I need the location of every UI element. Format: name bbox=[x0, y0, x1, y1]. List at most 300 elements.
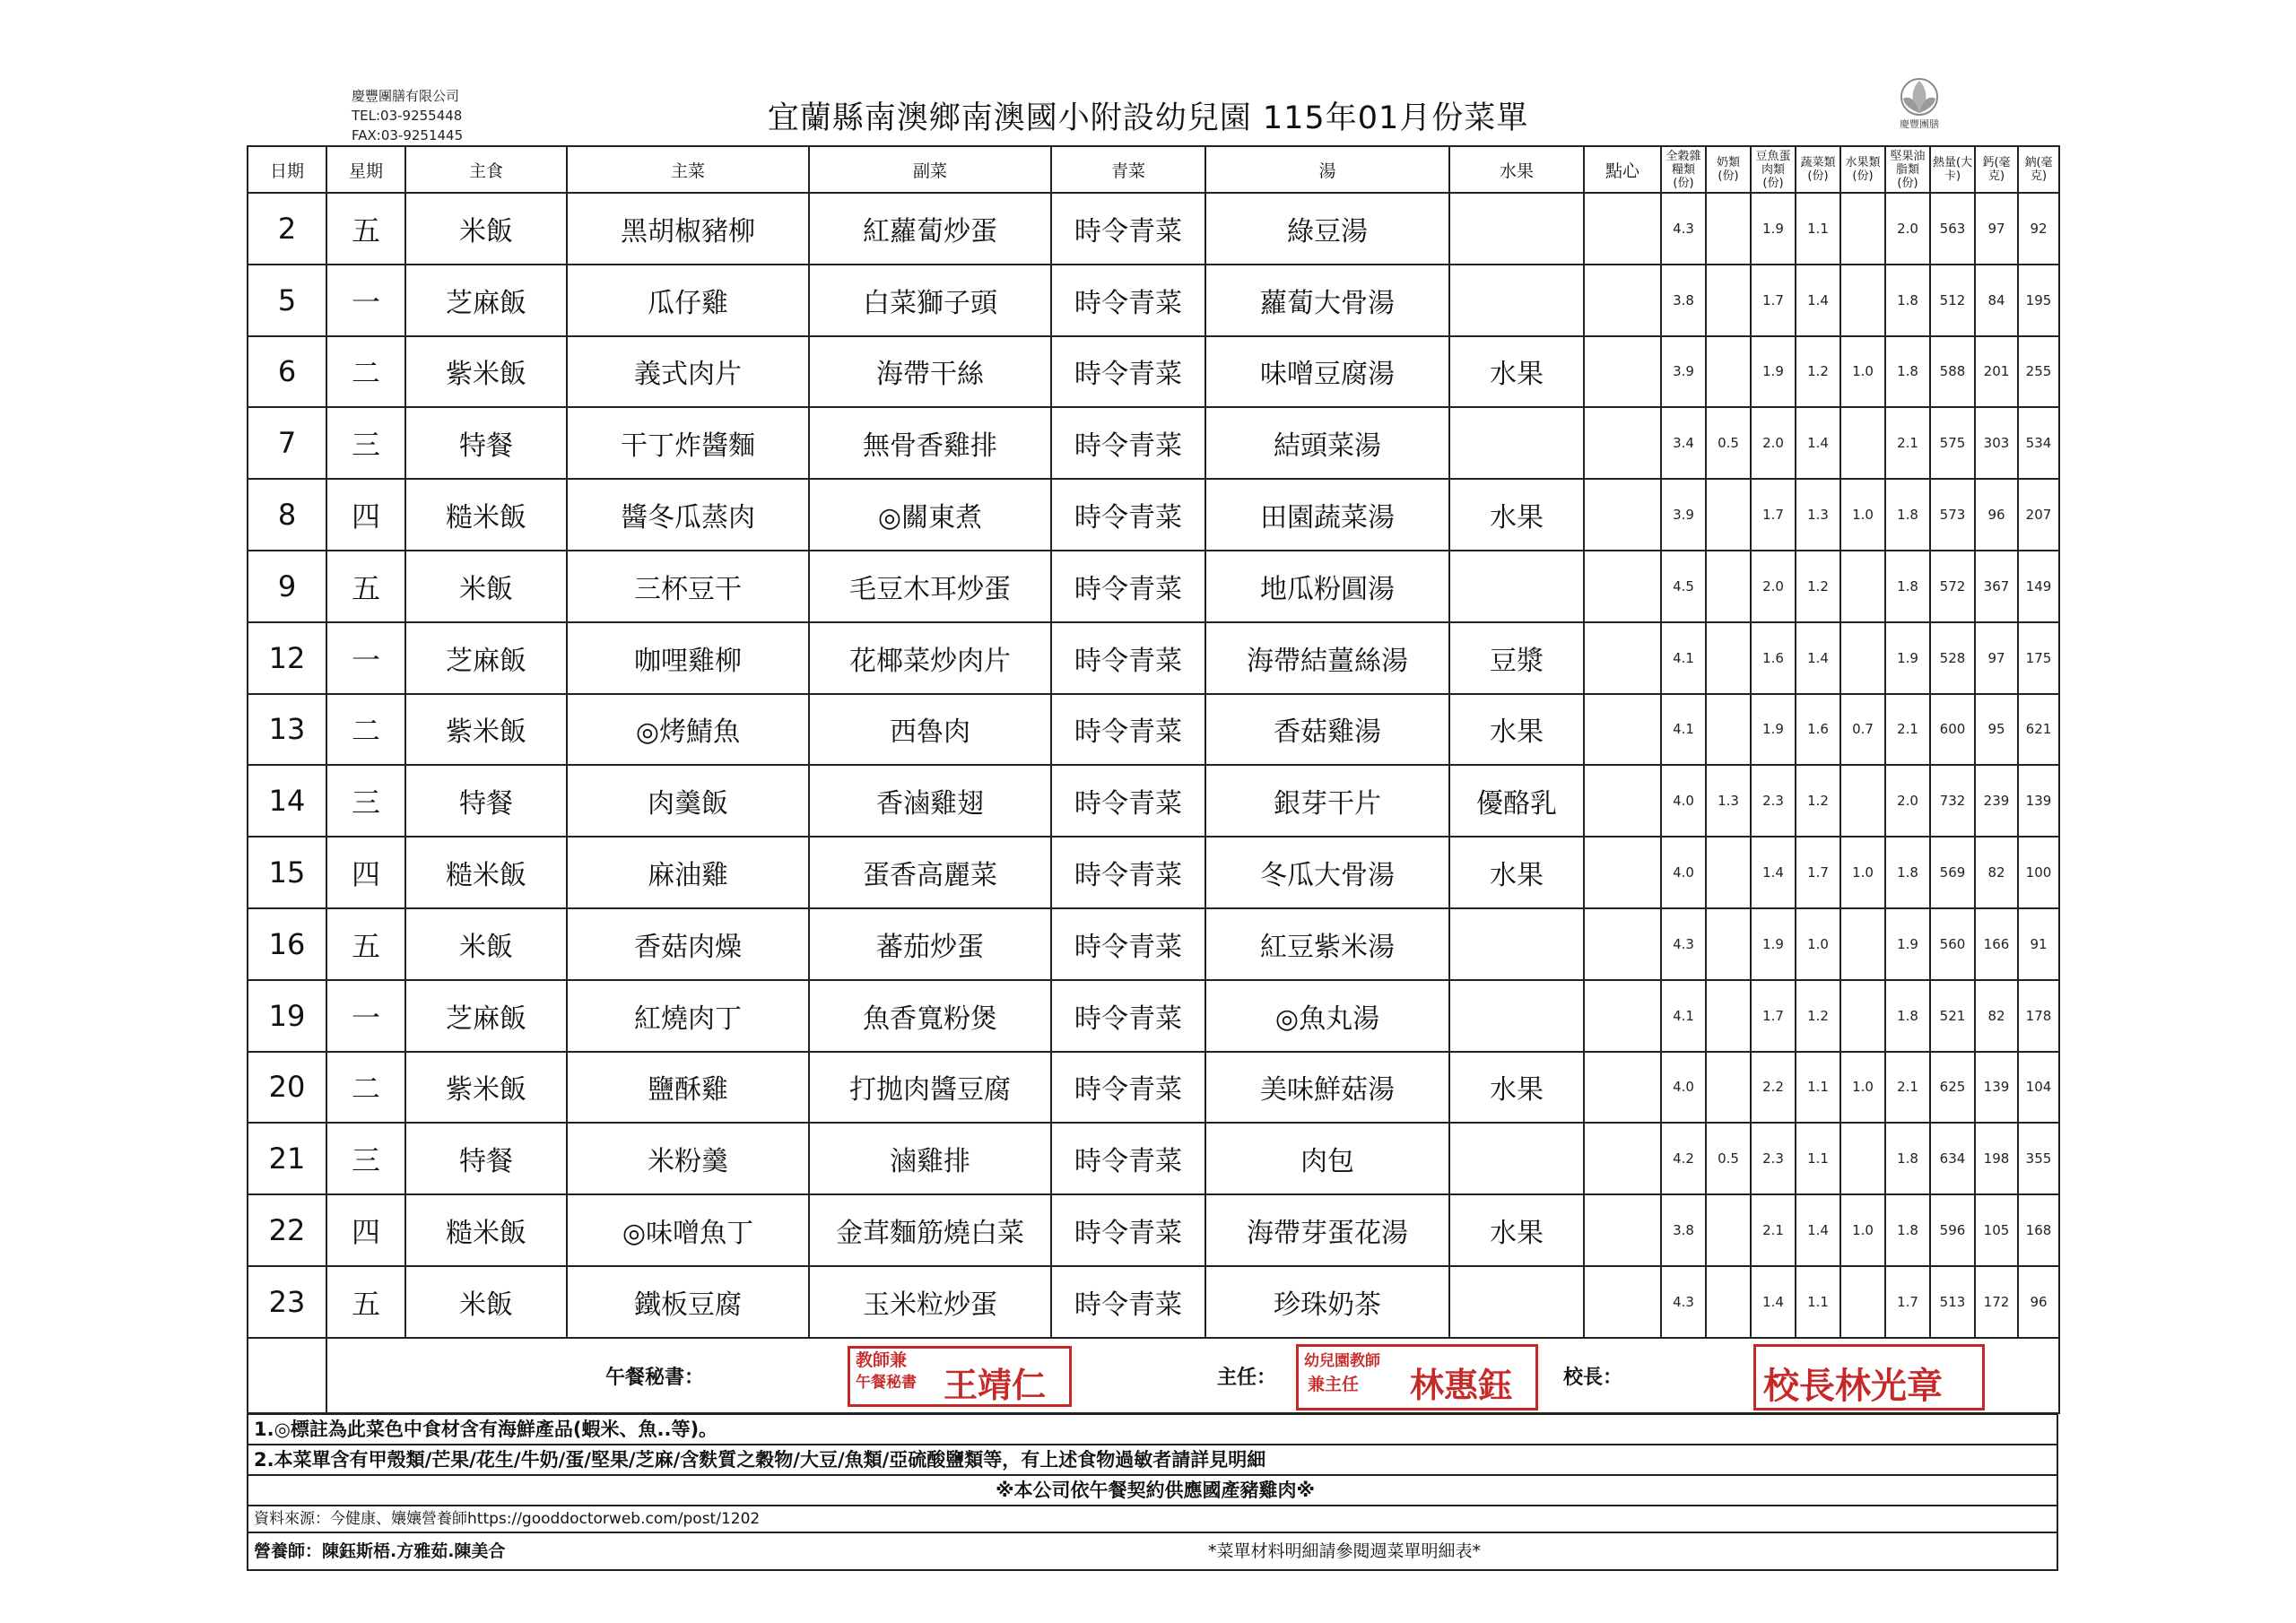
cell-main: 義式肉片 bbox=[567, 336, 809, 408]
cell-veg: 時令青菜 bbox=[1051, 407, 1205, 479]
cell-protein: 1.4 bbox=[1751, 1266, 1796, 1338]
cell-side: 玉米粒炒蛋 bbox=[809, 1266, 1051, 1338]
cell-staple: 紫米飯 bbox=[405, 336, 567, 408]
cell-snack bbox=[1584, 1052, 1661, 1124]
cell-fruitserv bbox=[1840, 193, 1885, 265]
cell-soup: 紅豆紫米湯 bbox=[1205, 908, 1449, 980]
cell-oil: 1.8 bbox=[1885, 336, 1930, 408]
contract-note: ※本公司依午餐契約供應國產豬雞肉※ bbox=[247, 1474, 2058, 1506]
menu-table bbox=[247, 145, 2060, 1414]
table-row bbox=[248, 765, 2059, 837]
cell-vegserv: 1.2 bbox=[1796, 551, 1840, 622]
cell-veg: 時令青菜 bbox=[1051, 765, 1205, 837]
cell-fruit: 水果 bbox=[1449, 694, 1584, 766]
cell-staple: 芝麻飯 bbox=[405, 980, 567, 1052]
allergen-note-2: 2.本菜單含有甲殼類/芒果/花生/牛奶/蛋/堅果/芝麻/含麩質之穀物/大豆/魚類/亞硫酸鹽類等，有上述食物過敏者請詳見明細 bbox=[247, 1444, 2058, 1476]
cell-kcal: 521 bbox=[1930, 980, 1975, 1052]
cell-date: 8 bbox=[248, 479, 326, 551]
cell-snack bbox=[1584, 980, 1661, 1052]
cell-snack bbox=[1584, 407, 1661, 479]
cell-kcal: 634 bbox=[1930, 1123, 1975, 1194]
cell-vegserv: 1.3 bbox=[1796, 479, 1840, 551]
cell-milk bbox=[1706, 980, 1751, 1052]
cell-side: 毛豆木耳炒蛋 bbox=[809, 551, 1051, 622]
secretary-label: 午餐秘書： bbox=[605, 1366, 705, 1389]
cell-day: 五 bbox=[326, 908, 405, 980]
cell-snack bbox=[1584, 765, 1661, 837]
cell-vegserv: 1.1 bbox=[1796, 193, 1840, 265]
cell-staple: 糙米飯 bbox=[405, 837, 567, 908]
cell-side: 打拋肉醬豆腐 bbox=[809, 1052, 1051, 1124]
header-fruit: 水果 bbox=[1449, 146, 1584, 193]
director-label: 主任： bbox=[1217, 1366, 1277, 1389]
cell-oil: 2.1 bbox=[1885, 407, 1930, 479]
table-row bbox=[248, 336, 2059, 408]
cell-day: 四 bbox=[326, 837, 405, 908]
cell-staple: 芝麻飯 bbox=[405, 265, 567, 336]
dietitian-text: 營養師：陳鈺斯梧.方雅茹.陳美合 bbox=[254, 1541, 506, 1561]
cell-staple: 米飯 bbox=[405, 193, 567, 265]
cell-kcal: 575 bbox=[1930, 407, 1975, 479]
cell-ca: 303 bbox=[1975, 407, 2018, 479]
cell-milk: 0.5 bbox=[1706, 1123, 1751, 1194]
cell-grain: 4.3 bbox=[1661, 908, 1706, 980]
cell-fruit bbox=[1449, 407, 1584, 479]
cell-day: 三 bbox=[326, 1123, 405, 1194]
cell-fruit: 優酪乳 bbox=[1449, 765, 1584, 837]
cell-kcal: 528 bbox=[1930, 622, 1975, 694]
cell-veg: 時令青菜 bbox=[1051, 265, 1205, 336]
cell-soup: ◎魚丸湯 bbox=[1205, 980, 1449, 1052]
cell-staple: 紫米飯 bbox=[405, 694, 567, 766]
cell-soup: 海帶芽蛋花湯 bbox=[1205, 1194, 1449, 1266]
cell-side: 滷雞排 bbox=[809, 1123, 1051, 1194]
cell-snack bbox=[1584, 193, 1661, 265]
cell-side: 花椰菜炒肉片 bbox=[809, 622, 1051, 694]
cell-main: 麻油雞 bbox=[567, 837, 809, 908]
cell-kcal: 588 bbox=[1930, 336, 1975, 408]
cell-na: 100 bbox=[2018, 837, 2059, 908]
secretary-stamp: 教師兼 午餐秘書 王靖仁 bbox=[848, 1346, 1072, 1407]
cell-side: 金茸麵筋燒白菜 bbox=[809, 1194, 1051, 1266]
header-soup: 湯 bbox=[1205, 146, 1449, 193]
header-side: 副菜 bbox=[809, 146, 1051, 193]
cell-main: 醬冬瓜蒸肉 bbox=[567, 479, 809, 551]
cell-snack bbox=[1584, 1266, 1661, 1338]
cell-main: 咖哩雞柳 bbox=[567, 622, 809, 694]
table-row bbox=[248, 694, 2059, 766]
cell-vegserv: 1.2 bbox=[1796, 765, 1840, 837]
cell-veg: 時令青菜 bbox=[1051, 479, 1205, 551]
cell-date: 7 bbox=[248, 407, 326, 479]
header-grain: 全穀雜糧類(份) bbox=[1661, 146, 1706, 193]
cell-main: ◎烤鯖魚 bbox=[567, 694, 809, 766]
cell-na: 96 bbox=[2018, 1266, 2059, 1338]
cell-vegserv: 1.4 bbox=[1796, 407, 1840, 479]
cell-protein: 1.9 bbox=[1751, 694, 1796, 766]
cell-fruitserv: 1.0 bbox=[1840, 479, 1885, 551]
cell-milk bbox=[1706, 479, 1751, 551]
table-row bbox=[248, 908, 2059, 980]
cell-fruit bbox=[1449, 265, 1584, 336]
cell-vegserv: 1.2 bbox=[1796, 980, 1840, 1052]
cell-main: 紅燒肉丁 bbox=[567, 980, 809, 1052]
header-veg: 青菜 bbox=[1051, 146, 1205, 193]
cell-staple: 特餐 bbox=[405, 1123, 567, 1194]
cell-fruitserv bbox=[1840, 407, 1885, 479]
cell-vegserv: 1.4 bbox=[1796, 1194, 1840, 1266]
table-row bbox=[248, 551, 2059, 622]
cell-na: 255 bbox=[2018, 336, 2059, 408]
cell-snack bbox=[1584, 908, 1661, 980]
header-date: 日期 bbox=[248, 146, 326, 193]
cell-main: 米粉羹 bbox=[567, 1123, 809, 1194]
cell-grain: 4.0 bbox=[1661, 765, 1706, 837]
cell-side: 魚香寬粉煲 bbox=[809, 980, 1051, 1052]
cell-fruitserv bbox=[1840, 551, 1885, 622]
cell-soup: 珍珠奶茶 bbox=[1205, 1266, 1449, 1338]
cell-oil: 1.8 bbox=[1885, 551, 1930, 622]
cell-milk bbox=[1706, 1052, 1751, 1124]
table-row bbox=[248, 980, 2059, 1052]
cell-kcal: 563 bbox=[1930, 193, 1975, 265]
cell-na: 168 bbox=[2018, 1194, 2059, 1266]
cell-milk bbox=[1706, 837, 1751, 908]
cell-side: 香滷雞翅 bbox=[809, 765, 1051, 837]
cell-ca: 139 bbox=[1975, 1052, 2018, 1124]
principal-label: 校長： bbox=[1563, 1366, 1623, 1389]
cell-side: 蛋香高麗菜 bbox=[809, 837, 1051, 908]
cell-day: 二 bbox=[326, 694, 405, 766]
cell-milk bbox=[1706, 622, 1751, 694]
cell-day: 一 bbox=[326, 980, 405, 1052]
cell-veg: 時令青菜 bbox=[1051, 622, 1205, 694]
header-staple: 主食 bbox=[405, 146, 567, 193]
cell-protein: 1.9 bbox=[1751, 193, 1796, 265]
cell-fruitserv bbox=[1840, 765, 1885, 837]
cell-side: ◎關東煮 bbox=[809, 479, 1051, 551]
cell-date: 2 bbox=[248, 193, 326, 265]
cell-date: 22 bbox=[248, 1194, 326, 1266]
cell-kcal: 569 bbox=[1930, 837, 1975, 908]
cell-grain: 3.8 bbox=[1661, 265, 1706, 336]
cell-ca: 201 bbox=[1975, 336, 2018, 408]
cell-protein: 1.6 bbox=[1751, 622, 1796, 694]
cell-grain: 4.1 bbox=[1661, 622, 1706, 694]
menu-body bbox=[248, 193, 2059, 1338]
source-note: 資料來源：今健康、孃孃營養師https://gooddoctorweb.com/post/1202 bbox=[247, 1505, 2058, 1533]
header-milk: 奶類(份) bbox=[1706, 146, 1751, 193]
cell-main: 香菇肉燥 bbox=[567, 908, 809, 980]
cell-soup: 蘿蔔大骨湯 bbox=[1205, 265, 1449, 336]
cell-date: 14 bbox=[248, 765, 326, 837]
cell-staple: 糙米飯 bbox=[405, 479, 567, 551]
cell-main: 黑胡椒豬柳 bbox=[567, 193, 809, 265]
cell-na: 92 bbox=[2018, 193, 2059, 265]
cell-day: 五 bbox=[326, 551, 405, 622]
cell-vegserv: 1.4 bbox=[1796, 265, 1840, 336]
cell-day: 三 bbox=[326, 407, 405, 479]
cell-main: ◎味噌魚丁 bbox=[567, 1194, 809, 1266]
cell-grain: 4.1 bbox=[1661, 694, 1706, 766]
cell-side: 海帶干絲 bbox=[809, 336, 1051, 408]
cell-veg: 時令青菜 bbox=[1051, 551, 1205, 622]
cell-day: 一 bbox=[326, 265, 405, 336]
cell-staple: 糙米飯 bbox=[405, 1194, 567, 1266]
cell-date: 19 bbox=[248, 980, 326, 1052]
cell-protein: 1.7 bbox=[1751, 980, 1796, 1052]
cell-vegserv: 1.2 bbox=[1796, 336, 1840, 408]
cell-grain: 4.1 bbox=[1661, 980, 1706, 1052]
cell-protein: 1.7 bbox=[1751, 479, 1796, 551]
cell-veg: 時令青菜 bbox=[1051, 908, 1205, 980]
cell-veg: 時令青菜 bbox=[1051, 193, 1205, 265]
company-name: 慶豐團膳有限公司 bbox=[352, 88, 460, 104]
cell-side: 白菜獅子頭 bbox=[809, 265, 1051, 336]
cell-vegserv: 1.1 bbox=[1796, 1052, 1840, 1124]
cell-kcal: 572 bbox=[1930, 551, 1975, 622]
signature-blank bbox=[248, 1338, 326, 1413]
cell-kcal: 573 bbox=[1930, 479, 1975, 551]
table-row bbox=[248, 1123, 2059, 1194]
cell-na: 195 bbox=[2018, 265, 2059, 336]
header-fruitserv: 水果類(份) bbox=[1840, 146, 1885, 193]
cell-ca: 82 bbox=[1975, 980, 2018, 1052]
cell-fruitserv: 0.7 bbox=[1840, 694, 1885, 766]
cell-soup: 銀芽干片 bbox=[1205, 765, 1449, 837]
cell-grain: 3.9 bbox=[1661, 479, 1706, 551]
cell-fruitserv bbox=[1840, 980, 1885, 1052]
table-row bbox=[248, 1052, 2059, 1124]
cell-ca: 105 bbox=[1975, 1194, 2018, 1266]
cell-snack bbox=[1584, 336, 1661, 408]
cell-na: 149 bbox=[2018, 551, 2059, 622]
cell-oil: 2.1 bbox=[1885, 694, 1930, 766]
page-title: 宜蘭縣南澳鄉南澳國小附設幼兒園 115年01月份菜單 bbox=[767, 100, 1529, 136]
cell-staple: 芝麻飯 bbox=[405, 622, 567, 694]
cell-milk: 1.3 bbox=[1706, 765, 1751, 837]
table-row bbox=[248, 1266, 2059, 1338]
cell-na: 91 bbox=[2018, 908, 2059, 980]
cell-fruitserv bbox=[1840, 622, 1885, 694]
cell-date: 5 bbox=[248, 265, 326, 336]
cell-fruit bbox=[1449, 908, 1584, 980]
principal-stamp: 校長林光章 bbox=[1753, 1344, 1985, 1410]
table-row bbox=[248, 193, 2059, 265]
cell-main: 肉羹飯 bbox=[567, 765, 809, 837]
cell-na: 534 bbox=[2018, 407, 2059, 479]
table-row bbox=[248, 837, 2059, 908]
cell-protein: 2.0 bbox=[1751, 407, 1796, 479]
signature-row bbox=[248, 1338, 2059, 1413]
cell-main: 干丁炸醬麵 bbox=[567, 407, 809, 479]
cell-soup: 地瓜粉圓湯 bbox=[1205, 551, 1449, 622]
cell-staple: 紫米飯 bbox=[405, 1052, 567, 1124]
cell-day: 四 bbox=[326, 479, 405, 551]
cell-day: 二 bbox=[326, 336, 405, 408]
cell-vegserv: 1.7 bbox=[1796, 837, 1840, 908]
cell-grain: 3.4 bbox=[1661, 407, 1706, 479]
cell-soup: 海帶結薑絲湯 bbox=[1205, 622, 1449, 694]
cell-soup: 綠豆湯 bbox=[1205, 193, 1449, 265]
cell-kcal: 512 bbox=[1930, 265, 1975, 336]
cell-ca: 367 bbox=[1975, 551, 2018, 622]
dietitian-row bbox=[247, 1532, 2058, 1571]
cell-ca: 95 bbox=[1975, 694, 2018, 766]
cell-snack bbox=[1584, 1194, 1661, 1266]
cell-grain: 4.5 bbox=[1661, 551, 1706, 622]
cell-na: 355 bbox=[2018, 1123, 2059, 1194]
cell-snack bbox=[1584, 622, 1661, 694]
cell-grain: 4.0 bbox=[1661, 837, 1706, 908]
cell-snack bbox=[1584, 479, 1661, 551]
cell-fruit bbox=[1449, 551, 1584, 622]
cell-day: 五 bbox=[326, 193, 405, 265]
cell-ca: 198 bbox=[1975, 1123, 2018, 1194]
cell-fruitserv: 1.0 bbox=[1840, 1194, 1885, 1266]
cell-vegserv: 1.0 bbox=[1796, 908, 1840, 980]
cell-oil: 1.8 bbox=[1885, 1123, 1930, 1194]
cell-oil: 1.9 bbox=[1885, 622, 1930, 694]
cell-veg: 時令青菜 bbox=[1051, 1266, 1205, 1338]
cell-soup: 香菇雞湯 bbox=[1205, 694, 1449, 766]
cell-grain: 3.9 bbox=[1661, 336, 1706, 408]
cell-fruitserv bbox=[1840, 1123, 1885, 1194]
cell-milk bbox=[1706, 1194, 1751, 1266]
cell-snack bbox=[1584, 265, 1661, 336]
cell-milk bbox=[1706, 193, 1751, 265]
cell-fruit: 水果 bbox=[1449, 336, 1584, 408]
cell-fruit bbox=[1449, 1266, 1584, 1338]
cell-protein: 2.3 bbox=[1751, 1123, 1796, 1194]
cell-oil: 1.8 bbox=[1885, 265, 1930, 336]
cell-milk bbox=[1706, 694, 1751, 766]
cell-na: 207 bbox=[2018, 479, 2059, 551]
cell-protein: 2.2 bbox=[1751, 1052, 1796, 1124]
header-calcium: 鈣(毫克) bbox=[1975, 146, 2018, 193]
cell-milk bbox=[1706, 1266, 1751, 1338]
allergen-note-1: 1.◎標註為此菜色中食材含有海鮮產品(蝦米、魚..等)。 bbox=[247, 1413, 2058, 1445]
header-row bbox=[248, 146, 2059, 193]
cell-staple: 特餐 bbox=[405, 765, 567, 837]
cell-staple: 特餐 bbox=[405, 407, 567, 479]
cell-oil: 2.0 bbox=[1885, 765, 1930, 837]
cell-na: 139 bbox=[2018, 765, 2059, 837]
cell-date: 21 bbox=[248, 1123, 326, 1194]
cell-oil: 1.8 bbox=[1885, 980, 1930, 1052]
cell-date: 23 bbox=[248, 1266, 326, 1338]
cell-protein: 1.9 bbox=[1751, 908, 1796, 980]
header-oil: 堅果油脂類(份) bbox=[1885, 146, 1930, 193]
cell-fruit bbox=[1449, 1123, 1584, 1194]
cell-milk bbox=[1706, 908, 1751, 980]
cell-staple: 米飯 bbox=[405, 551, 567, 622]
cell-grain: 4.3 bbox=[1661, 1266, 1706, 1338]
cell-oil: 1.7 bbox=[1885, 1266, 1930, 1338]
cell-soup: 肉包 bbox=[1205, 1123, 1449, 1194]
cell-oil: 1.8 bbox=[1885, 1194, 1930, 1266]
cell-day: 五 bbox=[326, 1266, 405, 1338]
cell-veg: 時令青菜 bbox=[1051, 694, 1205, 766]
cell-snack bbox=[1584, 694, 1661, 766]
header-snack: 點心 bbox=[1584, 146, 1661, 193]
cell-date: 6 bbox=[248, 336, 326, 408]
cell-snack bbox=[1584, 1123, 1661, 1194]
cell-day: 三 bbox=[326, 765, 405, 837]
cell-soup: 結頭菜湯 bbox=[1205, 407, 1449, 479]
cell-soup: 味噌豆腐湯 bbox=[1205, 336, 1449, 408]
cell-staple: 米飯 bbox=[405, 1266, 567, 1338]
cell-fruitserv bbox=[1840, 265, 1885, 336]
cell-oil: 1.9 bbox=[1885, 908, 1930, 980]
cell-veg: 時令青菜 bbox=[1051, 1123, 1205, 1194]
header-protein: 豆魚蛋肉類(份) bbox=[1751, 146, 1796, 193]
cell-snack bbox=[1584, 551, 1661, 622]
cell-vegserv: 1.1 bbox=[1796, 1123, 1840, 1194]
cell-protein: 1.4 bbox=[1751, 837, 1796, 908]
cell-ca: 84 bbox=[1975, 265, 2018, 336]
cell-milk bbox=[1706, 336, 1751, 408]
cell-na: 175 bbox=[2018, 622, 2059, 694]
cell-grain: 4.0 bbox=[1661, 1052, 1706, 1124]
cell-protein: 1.9 bbox=[1751, 336, 1796, 408]
cell-na: 104 bbox=[2018, 1052, 2059, 1124]
cell-day: 四 bbox=[326, 1194, 405, 1266]
cell-side: 紅蘿蔔炒蛋 bbox=[809, 193, 1051, 265]
cell-na: 178 bbox=[2018, 980, 2059, 1052]
cell-veg: 時令青菜 bbox=[1051, 980, 1205, 1052]
cell-ca: 166 bbox=[1975, 908, 2018, 980]
cell-veg: 時令青菜 bbox=[1051, 1052, 1205, 1124]
cell-grain: 4.2 bbox=[1661, 1123, 1706, 1194]
cell-fruit: 水果 bbox=[1449, 837, 1584, 908]
cell-kcal: 596 bbox=[1930, 1194, 1975, 1266]
cell-fruit: 水果 bbox=[1449, 479, 1584, 551]
cell-oil: 2.0 bbox=[1885, 193, 1930, 265]
cell-na: 621 bbox=[2018, 694, 2059, 766]
cell-ca: 82 bbox=[1975, 837, 2018, 908]
cell-veg: 時令青菜 bbox=[1051, 1194, 1205, 1266]
cell-day: 二 bbox=[326, 1052, 405, 1124]
signature-cell bbox=[326, 1338, 2059, 1413]
table-row bbox=[248, 1194, 2059, 1266]
cell-staple: 米飯 bbox=[405, 908, 567, 980]
cell-side: 蕃茄炒蛋 bbox=[809, 908, 1051, 980]
cell-oil: 2.1 bbox=[1885, 1052, 1930, 1124]
cell-grain: 3.8 bbox=[1661, 1194, 1706, 1266]
cell-main: 鹽酥雞 bbox=[567, 1052, 809, 1124]
cell-main: 鐵板豆腐 bbox=[567, 1266, 809, 1338]
cell-vegserv: 1.1 bbox=[1796, 1266, 1840, 1338]
cell-fruit: 水果 bbox=[1449, 1052, 1584, 1124]
cell-ca: 97 bbox=[1975, 193, 2018, 265]
cell-grain: 4.3 bbox=[1661, 193, 1706, 265]
cell-fruit bbox=[1449, 980, 1584, 1052]
cell-date: 15 bbox=[248, 837, 326, 908]
logo-text: 慶豐團膳 bbox=[1900, 118, 1939, 130]
cell-ca: 96 bbox=[1975, 479, 2018, 551]
header-vegserv: 蔬菜類(份) bbox=[1796, 146, 1840, 193]
cell-fruitserv: 1.0 bbox=[1840, 1052, 1885, 1124]
company-fax: FAX:03-9251445 bbox=[352, 127, 464, 143]
cell-kcal: 560 bbox=[1930, 908, 1975, 980]
company-tel: TEL:03-9255448 bbox=[352, 108, 463, 124]
header-weekday: 星期 bbox=[326, 146, 405, 193]
cell-day: 一 bbox=[326, 622, 405, 694]
cell-date: 13 bbox=[248, 694, 326, 766]
cell-veg: 時令青菜 bbox=[1051, 837, 1205, 908]
cell-soup: 冬瓜大骨湯 bbox=[1205, 837, 1449, 908]
